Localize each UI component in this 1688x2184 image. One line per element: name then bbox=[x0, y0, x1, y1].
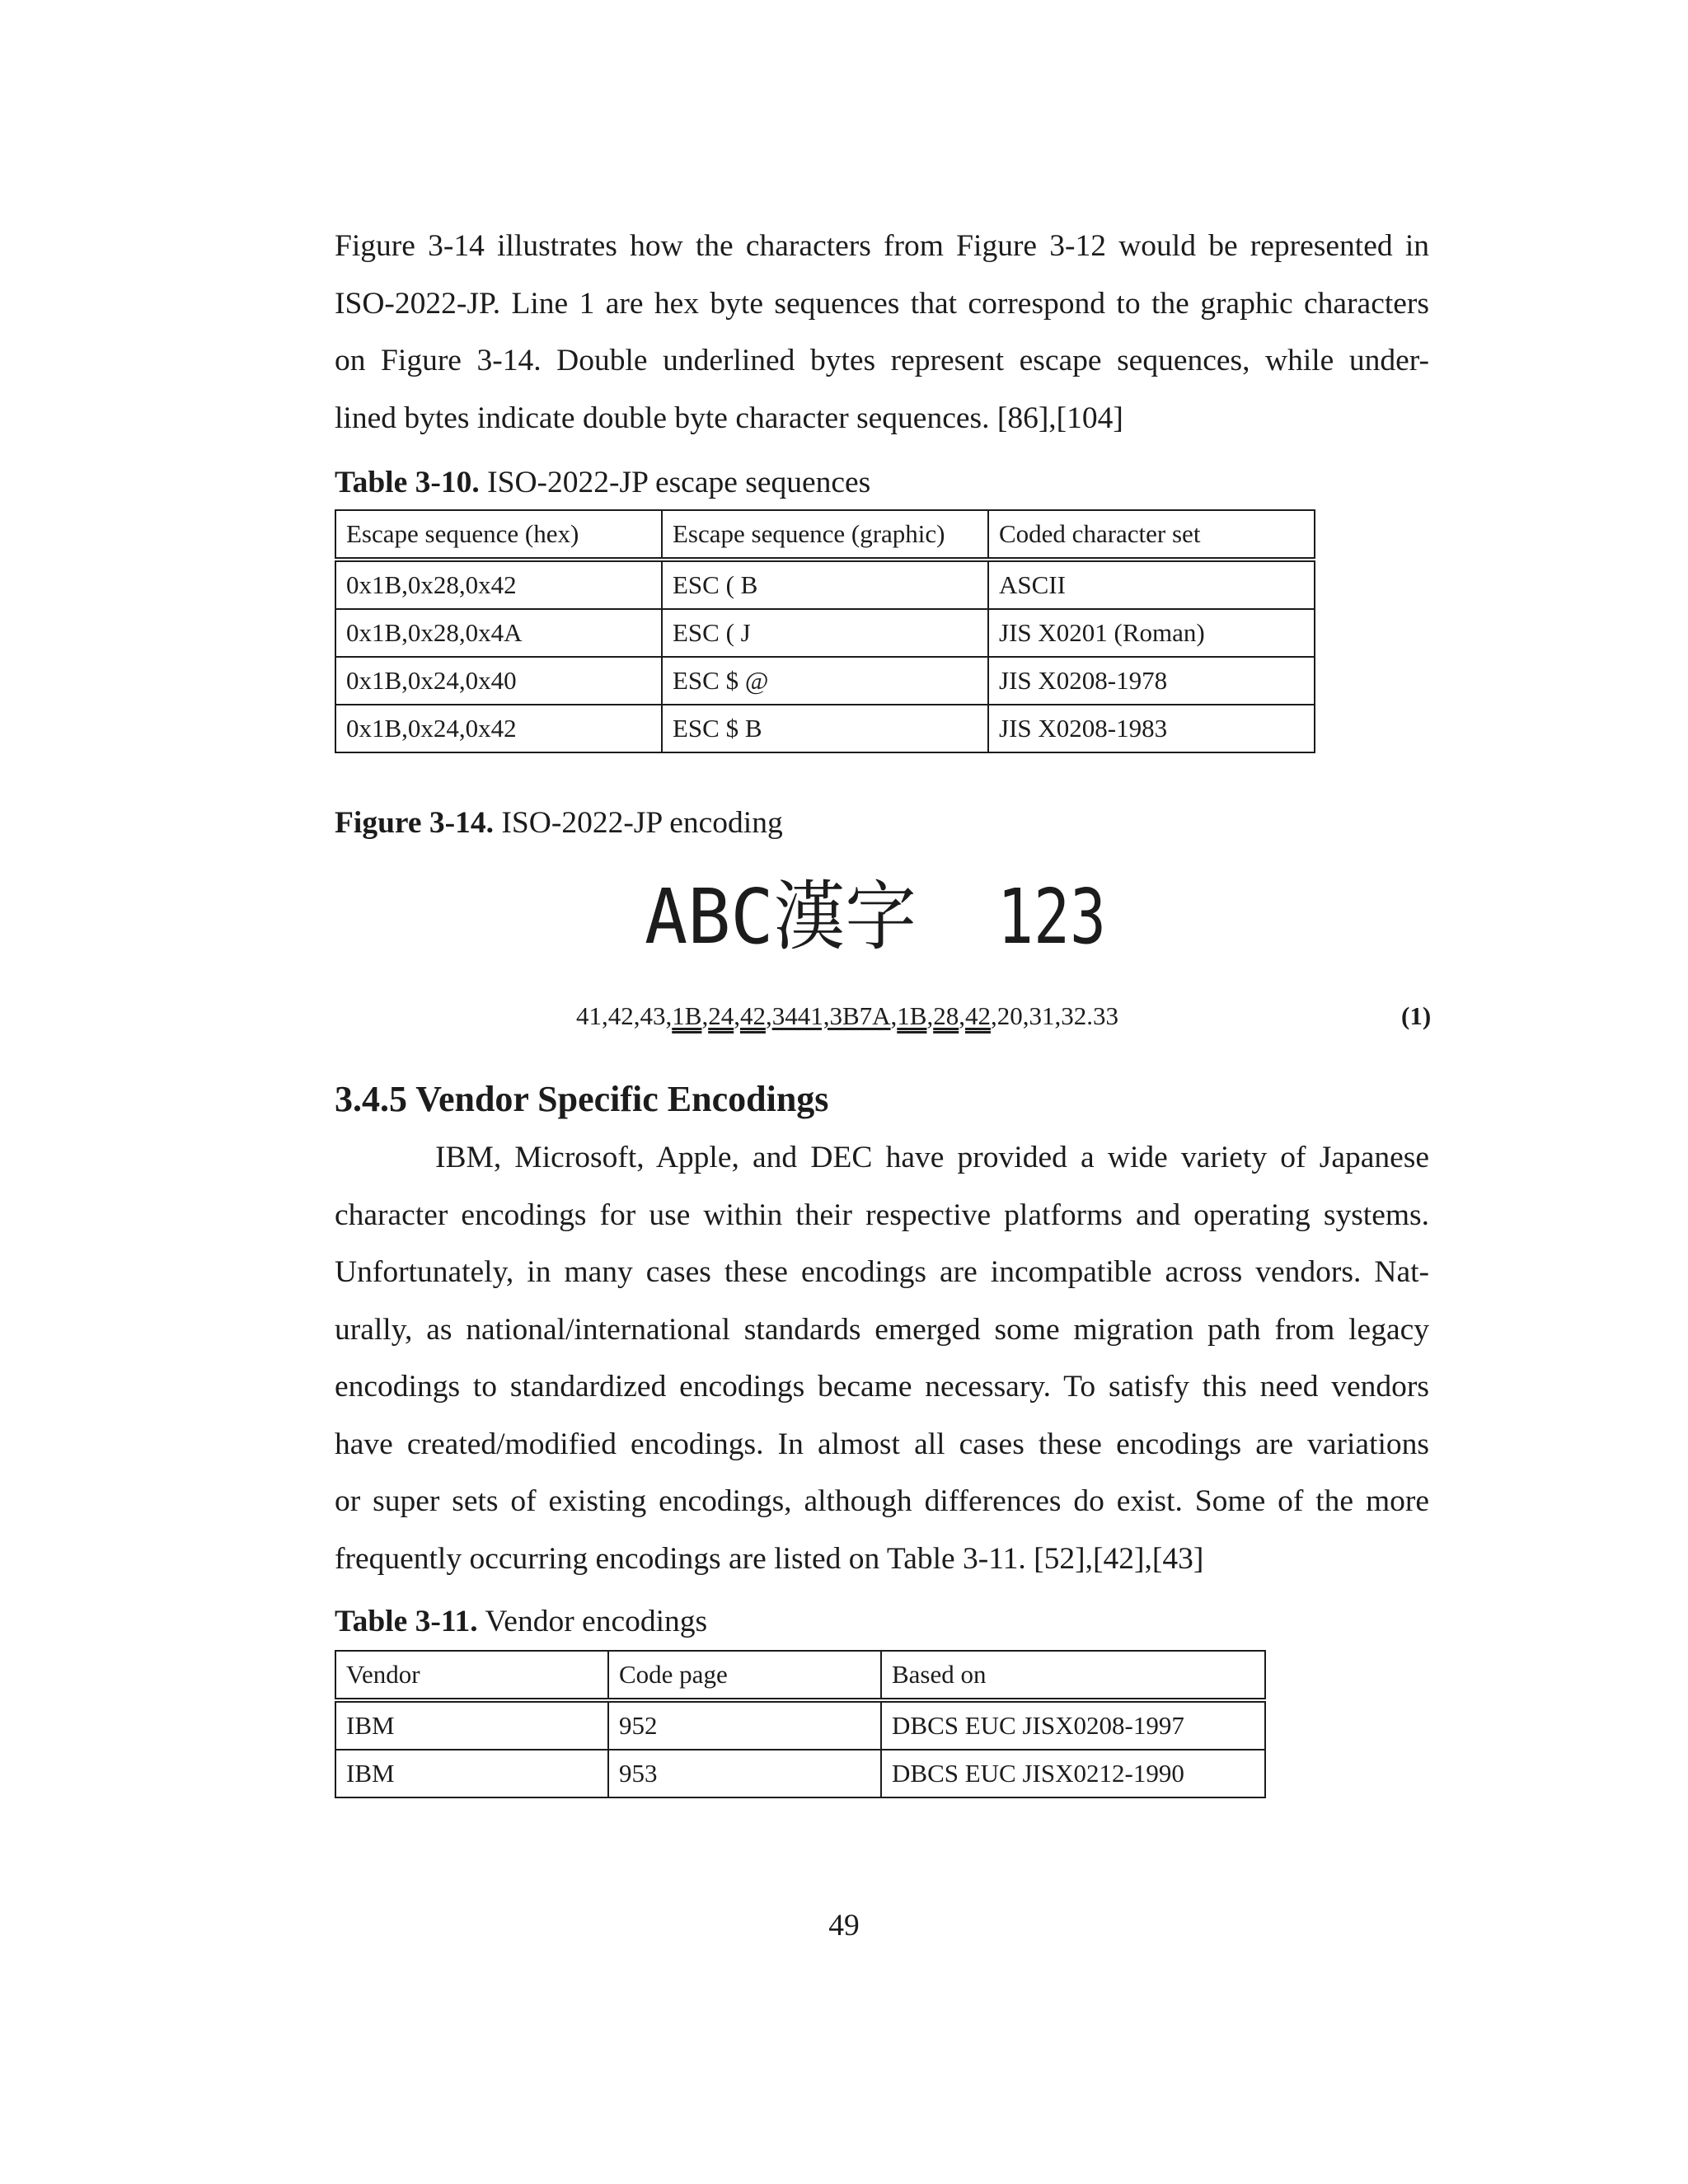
escape-byte: 42 bbox=[964, 1001, 991, 1030]
text-line: or super sets of existing encodings, although differences do exist. Some of the more bbox=[335, 1484, 1429, 1518]
table-cell: 0x1B,0x28,0x4A bbox=[335, 609, 662, 657]
caption-text: ISO-2022-JP escape sequences bbox=[479, 466, 871, 499]
text-line: IBM, Microsoft, Apple, and DEC have provided a wide variety of Japanese bbox=[435, 1141, 1429, 1174]
section-heading: 3.4.5 Vendor Specific Encodings bbox=[335, 1079, 829, 1119]
figure-3-14-caption bbox=[335, 805, 783, 841]
graphic-text-123: 123 bbox=[997, 873, 1106, 961]
dbcs-bytes: 3441,3B7A bbox=[771, 1001, 891, 1030]
table-3-11-caption bbox=[335, 1604, 707, 1640]
table-row bbox=[335, 705, 1315, 752]
text-line: frequently occurring encodings are listed on Table 3-11. [52],[42],[43] bbox=[335, 1541, 1204, 1576]
table-cell: 0x1B,0x28,0x42 bbox=[335, 560, 662, 609]
caption-text: Vendor encodings bbox=[477, 1605, 708, 1638]
table-cell: ESC ( B bbox=[662, 560, 988, 609]
table-cell: DBCS EUC JISX0208-1997 bbox=[881, 1700, 1265, 1750]
table-cell: IBM bbox=[335, 1750, 608, 1797]
table-cell: JIS X0208-1983 bbox=[988, 705, 1315, 752]
escape-byte: 24 bbox=[708, 1001, 734, 1030]
text-line: on Figure 3-14. Double underlined bytes represent escape sequences, while under- bbox=[335, 344, 1429, 377]
graphic-text-abc-kanji: ABC漢字 bbox=[645, 873, 917, 961]
table-header-row bbox=[335, 1651, 1265, 1700]
table-cell: 0x1B,0x24,0x40 bbox=[335, 657, 662, 705]
table-header-row bbox=[335, 510, 1315, 560]
table-cell: ESC $ B bbox=[662, 705, 988, 752]
table-cell: ESC $ @ bbox=[662, 657, 988, 705]
text-line: encodings to standardized encodings became necessary. To satisfy this need vendors bbox=[335, 1370, 1429, 1404]
table-cell: 952 bbox=[608, 1700, 881, 1750]
table-cell: IBM bbox=[335, 1700, 608, 1750]
text-line: have created/modified encodings. In almost all cases these encodings are variations bbox=[335, 1427, 1429, 1461]
table-row bbox=[335, 657, 1315, 705]
table-row bbox=[335, 609, 1315, 657]
byte-text: 41,42,43, bbox=[576, 1001, 673, 1030]
header-cell: Escape sequence (graphic) bbox=[662, 510, 988, 560]
vendor-encodings-table bbox=[335, 1650, 1266, 1798]
text-line: ISO-2022-JP. Line 1 are hex byte sequences that correspond to the graphic characters bbox=[335, 286, 1429, 321]
byte-text: , bbox=[926, 1001, 934, 1030]
table-row bbox=[335, 1750, 1265, 1797]
byte-text: ,20,31,32.33 bbox=[990, 1001, 1118, 1030]
table-cell: 953 bbox=[608, 1750, 881, 1797]
byte-text: , bbox=[959, 1001, 965, 1030]
page-number: 49 bbox=[828, 1909, 860, 1943]
escape-byte: 1B bbox=[672, 1001, 702, 1030]
text-line: Figure 3-14 illustrates how the characters from Figure 3-12 would be represented in bbox=[335, 229, 1429, 263]
byte-text: , bbox=[765, 1001, 772, 1030]
caption-text: ISO-2022-JP encoding bbox=[494, 806, 783, 840]
caption-label: Table 3-10. bbox=[335, 466, 480, 499]
text-line: urally, as national/international standards emerged some migration path from legacy bbox=[335, 1312, 1429, 1347]
byte-text: , bbox=[734, 1001, 740, 1030]
table-cell: JIS X0201 (Roman) bbox=[988, 609, 1315, 657]
header-cell: Based on bbox=[881, 1651, 1265, 1700]
intro-paragraph bbox=[335, 218, 1429, 447]
escape-sequences-table bbox=[335, 509, 1315, 753]
header-cell: Escape sequence (hex) bbox=[335, 510, 662, 560]
byte-text: , bbox=[890, 1001, 898, 1030]
header-cell: Code page bbox=[608, 1651, 881, 1700]
caption-label: Table 3-11. bbox=[335, 1605, 478, 1638]
header-cell: Coded character set bbox=[988, 510, 1315, 560]
table-cell: ESC ( J bbox=[662, 609, 988, 657]
header-cell: Vendor bbox=[335, 1651, 608, 1700]
table-cell: JIS X0208-1978 bbox=[988, 657, 1315, 705]
table-row bbox=[335, 560, 1315, 609]
table-cell: DBCS EUC JISX0212-1990 bbox=[881, 1750, 1265, 1797]
table-cell: ASCII bbox=[988, 560, 1315, 609]
iso-2022-jp-graphic-characters bbox=[645, 873, 1106, 961]
table-cell: 0x1B,0x24,0x42 bbox=[335, 705, 662, 752]
hex-byte-sequence bbox=[576, 1001, 1118, 1031]
table-row bbox=[335, 1700, 1265, 1750]
equation-number: (1) bbox=[1401, 1001, 1432, 1030]
vendor-paragraph bbox=[335, 1129, 1429, 1587]
escape-byte: 28 bbox=[933, 1001, 959, 1030]
text-line: character encodings for use within their respective platforms and operating systems. bbox=[335, 1197, 1429, 1232]
escape-byte: 42 bbox=[739, 1001, 766, 1030]
text-line: Unfortunately, in many cases these encodings are incompatible across vendors. Nat- bbox=[335, 1255, 1429, 1289]
escape-byte: 1B bbox=[897, 1001, 927, 1030]
table-3-10-caption bbox=[335, 465, 870, 501]
caption-label: Figure 3-14. bbox=[335, 806, 495, 840]
byte-text: , bbox=[701, 1001, 709, 1030]
text-line: lined bytes indicate double byte character sequences. [86],[104] bbox=[335, 401, 1123, 435]
